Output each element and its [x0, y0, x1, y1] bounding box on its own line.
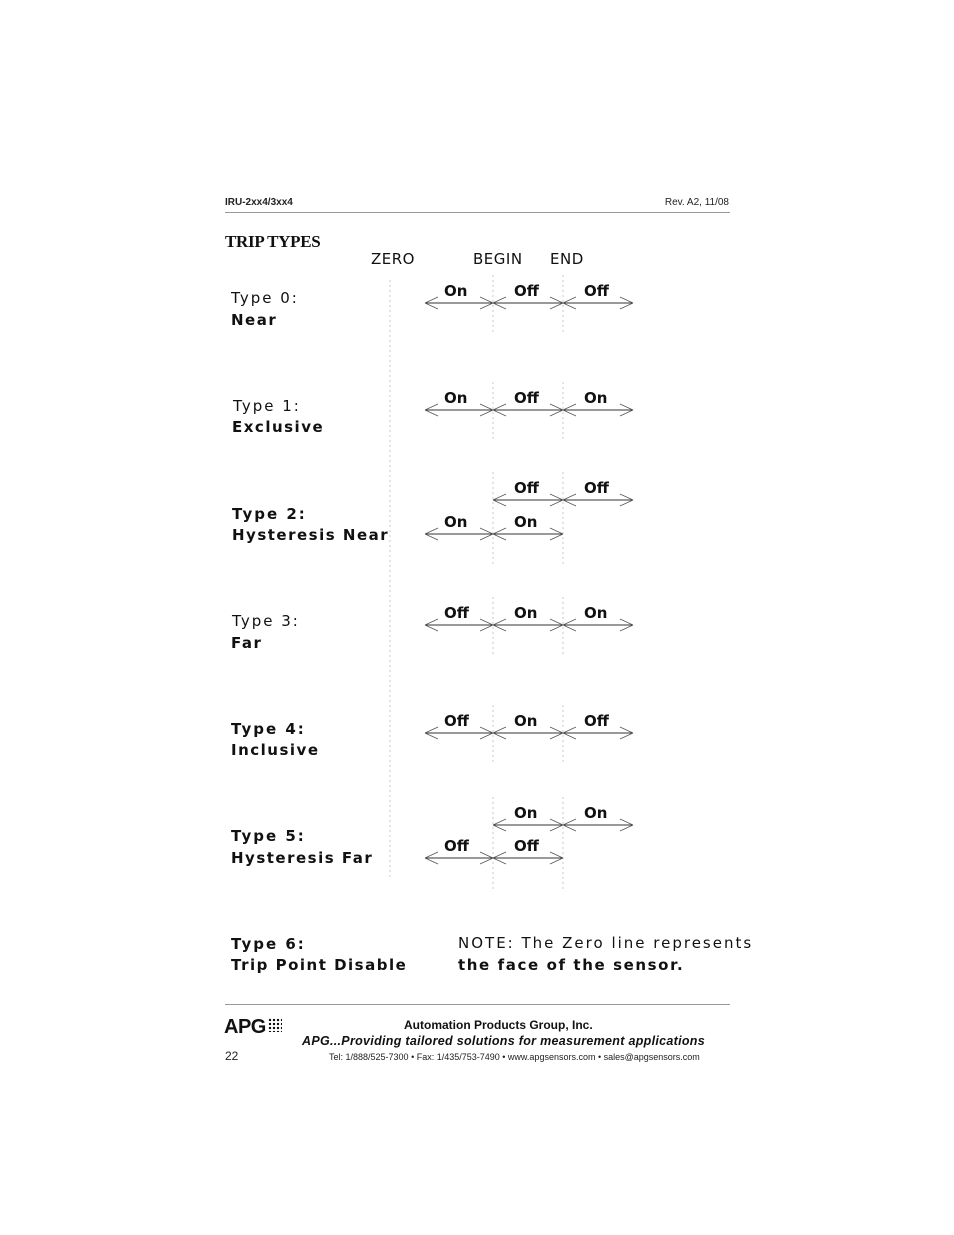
interval-state-label: On	[444, 282, 468, 300]
footer-rule	[225, 1004, 730, 1005]
trip-type-name: Type 6:	[231, 935, 306, 953]
interval-state-label: On	[584, 804, 608, 822]
trip-type-description: Hysteresis Near	[232, 526, 390, 544]
interval-state-label: Off	[444, 604, 469, 622]
trip-type-name: Type 4:	[231, 720, 306, 738]
document-revision: Rev. A2, 11/08	[664, 197, 729, 208]
trip-type-description: Near	[231, 311, 278, 329]
trip-type-name: Type 0:	[231, 289, 299, 307]
trip-type-description: Inclusive	[231, 741, 320, 759]
apg-logo: APG	[224, 1016, 282, 1039]
footer-tagline: APG...Providing tailored solutions for measurement applications	[302, 1034, 705, 1048]
document-model: IRU-2xx4/3xx4	[225, 197, 293, 208]
interval-state-label: Off	[584, 282, 609, 300]
section-title: TRIP TYPES	[225, 232, 321, 251]
trip-type-description: Trip Point Disable	[231, 956, 408, 974]
interval-state-label: On	[584, 604, 608, 622]
trip-type-description: Exclusive	[232, 418, 325, 436]
column-header-begin: BEGIN	[473, 250, 523, 268]
interval-state-label: On	[444, 513, 468, 531]
logo-dots-icon	[268, 1018, 282, 1032]
interval-state-label: On	[514, 604, 538, 622]
interval-state-label: On	[514, 804, 538, 822]
interval-state-label: On	[584, 389, 608, 407]
interval-state-label: On	[514, 513, 538, 531]
interval-state-label: Off	[584, 479, 609, 497]
trip-type-name: Type 1:	[233, 397, 301, 415]
interval-state-label: Off	[584, 712, 609, 730]
column-header-end: END	[550, 250, 584, 268]
trip-type-description: Hysteresis Far	[231, 849, 374, 867]
interval-state-label: Off	[514, 837, 539, 855]
trip-type-description: Far	[231, 634, 263, 652]
column-header-zero: ZERO	[371, 250, 415, 268]
note-line-1: NOTE: The Zero line represents	[458, 934, 754, 952]
trip-type-name: Type 5:	[231, 827, 306, 845]
interval-state-label: On	[444, 389, 468, 407]
footer-company: Automation Products Group, Inc.	[404, 1018, 593, 1032]
interval-state-label: Off	[514, 282, 539, 300]
interval-state-label: On	[514, 712, 538, 730]
interval-state-label: Off	[514, 389, 539, 407]
footer-contact: Tel: 1/888/525-7300 • Fax: 1/435/753-7490 • www.apgsensors.com • sales@apgsensors.com	[329, 1052, 700, 1062]
note-line-2: the face of the sensor.	[458, 956, 685, 974]
interval-state-label: Off	[444, 712, 469, 730]
page-number: 22	[225, 1049, 239, 1063]
interval-state-label: Off	[444, 837, 469, 855]
trip-type-name: Type 2:	[232, 505, 307, 523]
interval-state-label: Off	[514, 479, 539, 497]
trip-type-name: Type 3:	[232, 612, 300, 630]
